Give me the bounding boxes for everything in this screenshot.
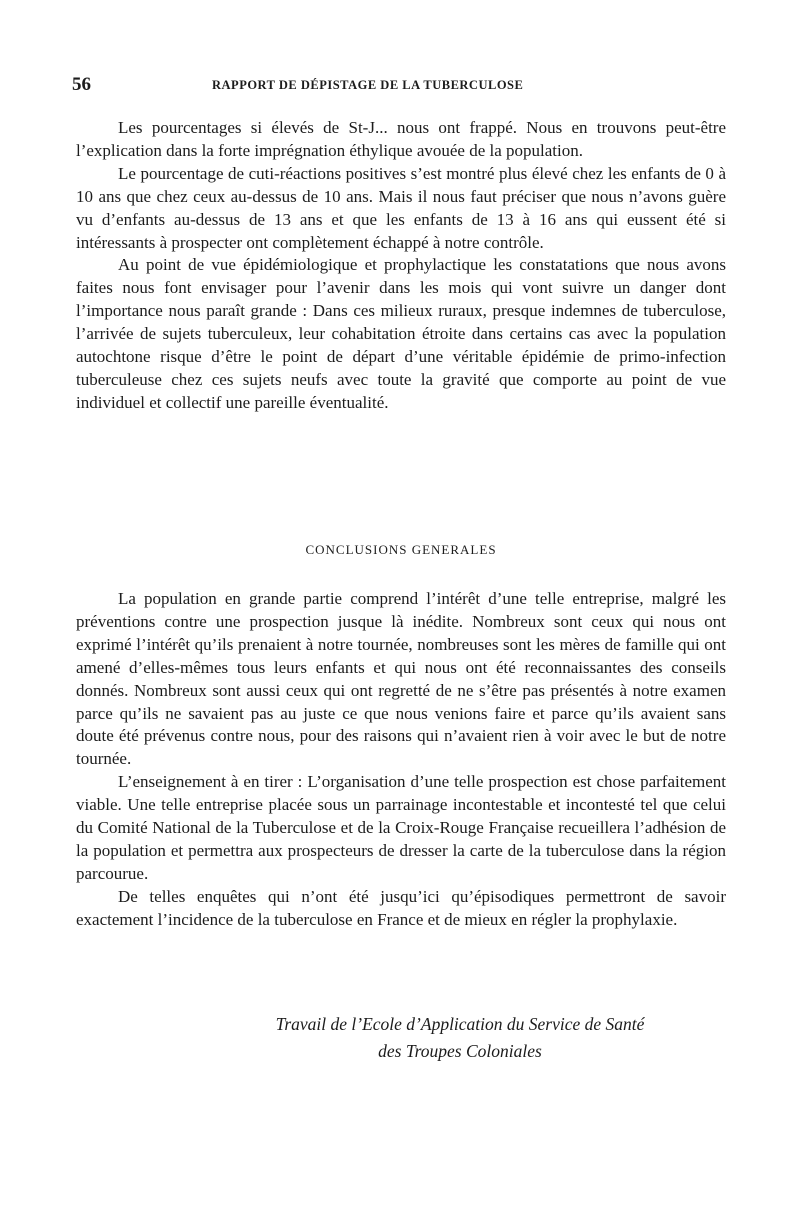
signature-line-2: des Troupes Coloniales (378, 1041, 542, 1061)
section-heading: CONCLUSIONS GENERALES (305, 542, 497, 557)
paragraph: Le pourcentage de cuti-réactions positives s’est montré plus élevé chez les enfants de 0 à 10 ans que chez ceux au-dessus de 10 ans. Mais il nous faut préciser que nous n’avons guère vu d’enfants au-dessus de 13 ans et que les enfants de 13 à 16 ans qui eussent été si intéressants à prospecter ont complètement échappé à notre contrôle. (76, 163, 726, 252)
paragraph: De telles enquêtes qui n’ont été jusqu’ici qu’épisodiques permettront de savoir exactement l’incidence de la tuberculose en France et de mieux en régler la prophylaxie. (76, 886, 726, 929)
running-title: RAPPORT DE DÉPISTAGE DE LA TUBERCULOSE (212, 78, 524, 92)
signature-line-1: Travail de l’Ecole d’Application du Service de Santé (275, 1014, 645, 1034)
page-header (72, 74, 732, 100)
paragraph: Au point de vue épidémiologique et prophylactique les constatations que nous avons faites nous font envisager pour l’avenir dans les mois qui vont suivre un danger dont l’importance nous paraît grande : Dans ces milieux ruraux, presque indemnes de tuberculose, l’arrivée de sujets tuberculeux, leur cohabitation étroite dans certains cas avec la population autochtone risque d’être le point de départ d’une véritable épidémie de primo-infection tuberculeuse chez ces sujets neufs avec toute la gravité que comporte au point de vue individuel et collectif une pareille éventualité. (76, 255, 726, 412)
conclusions-text (76, 588, 726, 932)
paragraph: Les pourcentages si élevés de St-J... nous ont frappé. Nous en trouvons peut-être l’explication dans la forte imprégnation éthylique avouée de la population. (76, 118, 726, 160)
paragraph: La population en grande partie comprend l’intérêt d’une telle entreprise, malgré les préventions contre une prospection jusque là inédite. Nombreux sont ceux qui nous ont exprimé l’intérêt qu’ils prenaient à notre tournée, nombreuses sont les mères de famille qui ont amené d’elles-mêmes tous leurs enfants et qui nous ont été reconnaissantes des conseils donnés. Nombreux sont aussi ceux qui ont regretté de ne s’être pas présentés à notre examen parce qu’ils ne savaient pas au juste ce que nous venions faire et parce qu’ils avaient sans doute été prévenus contre nous, pour des raisons qui n’avaient rien à voir avec le but de notre tournée. (76, 589, 726, 769)
paragraph: L’enseignement à en tirer : L’organisation d’une telle prospection est chose parfaitement viable. Une telle entreprise placée sous un parrainage incontestable et incontesté tel que celui du Comité National de la Tuberculose et de la Croix-Rouge Française recueillera l’adhésion de la population et permettra aux prospecteurs de dresser la carte de la tuberculose dans la région parcourue. (76, 772, 726, 883)
page-number: 56 (72, 74, 91, 95)
body-text (76, 117, 726, 415)
